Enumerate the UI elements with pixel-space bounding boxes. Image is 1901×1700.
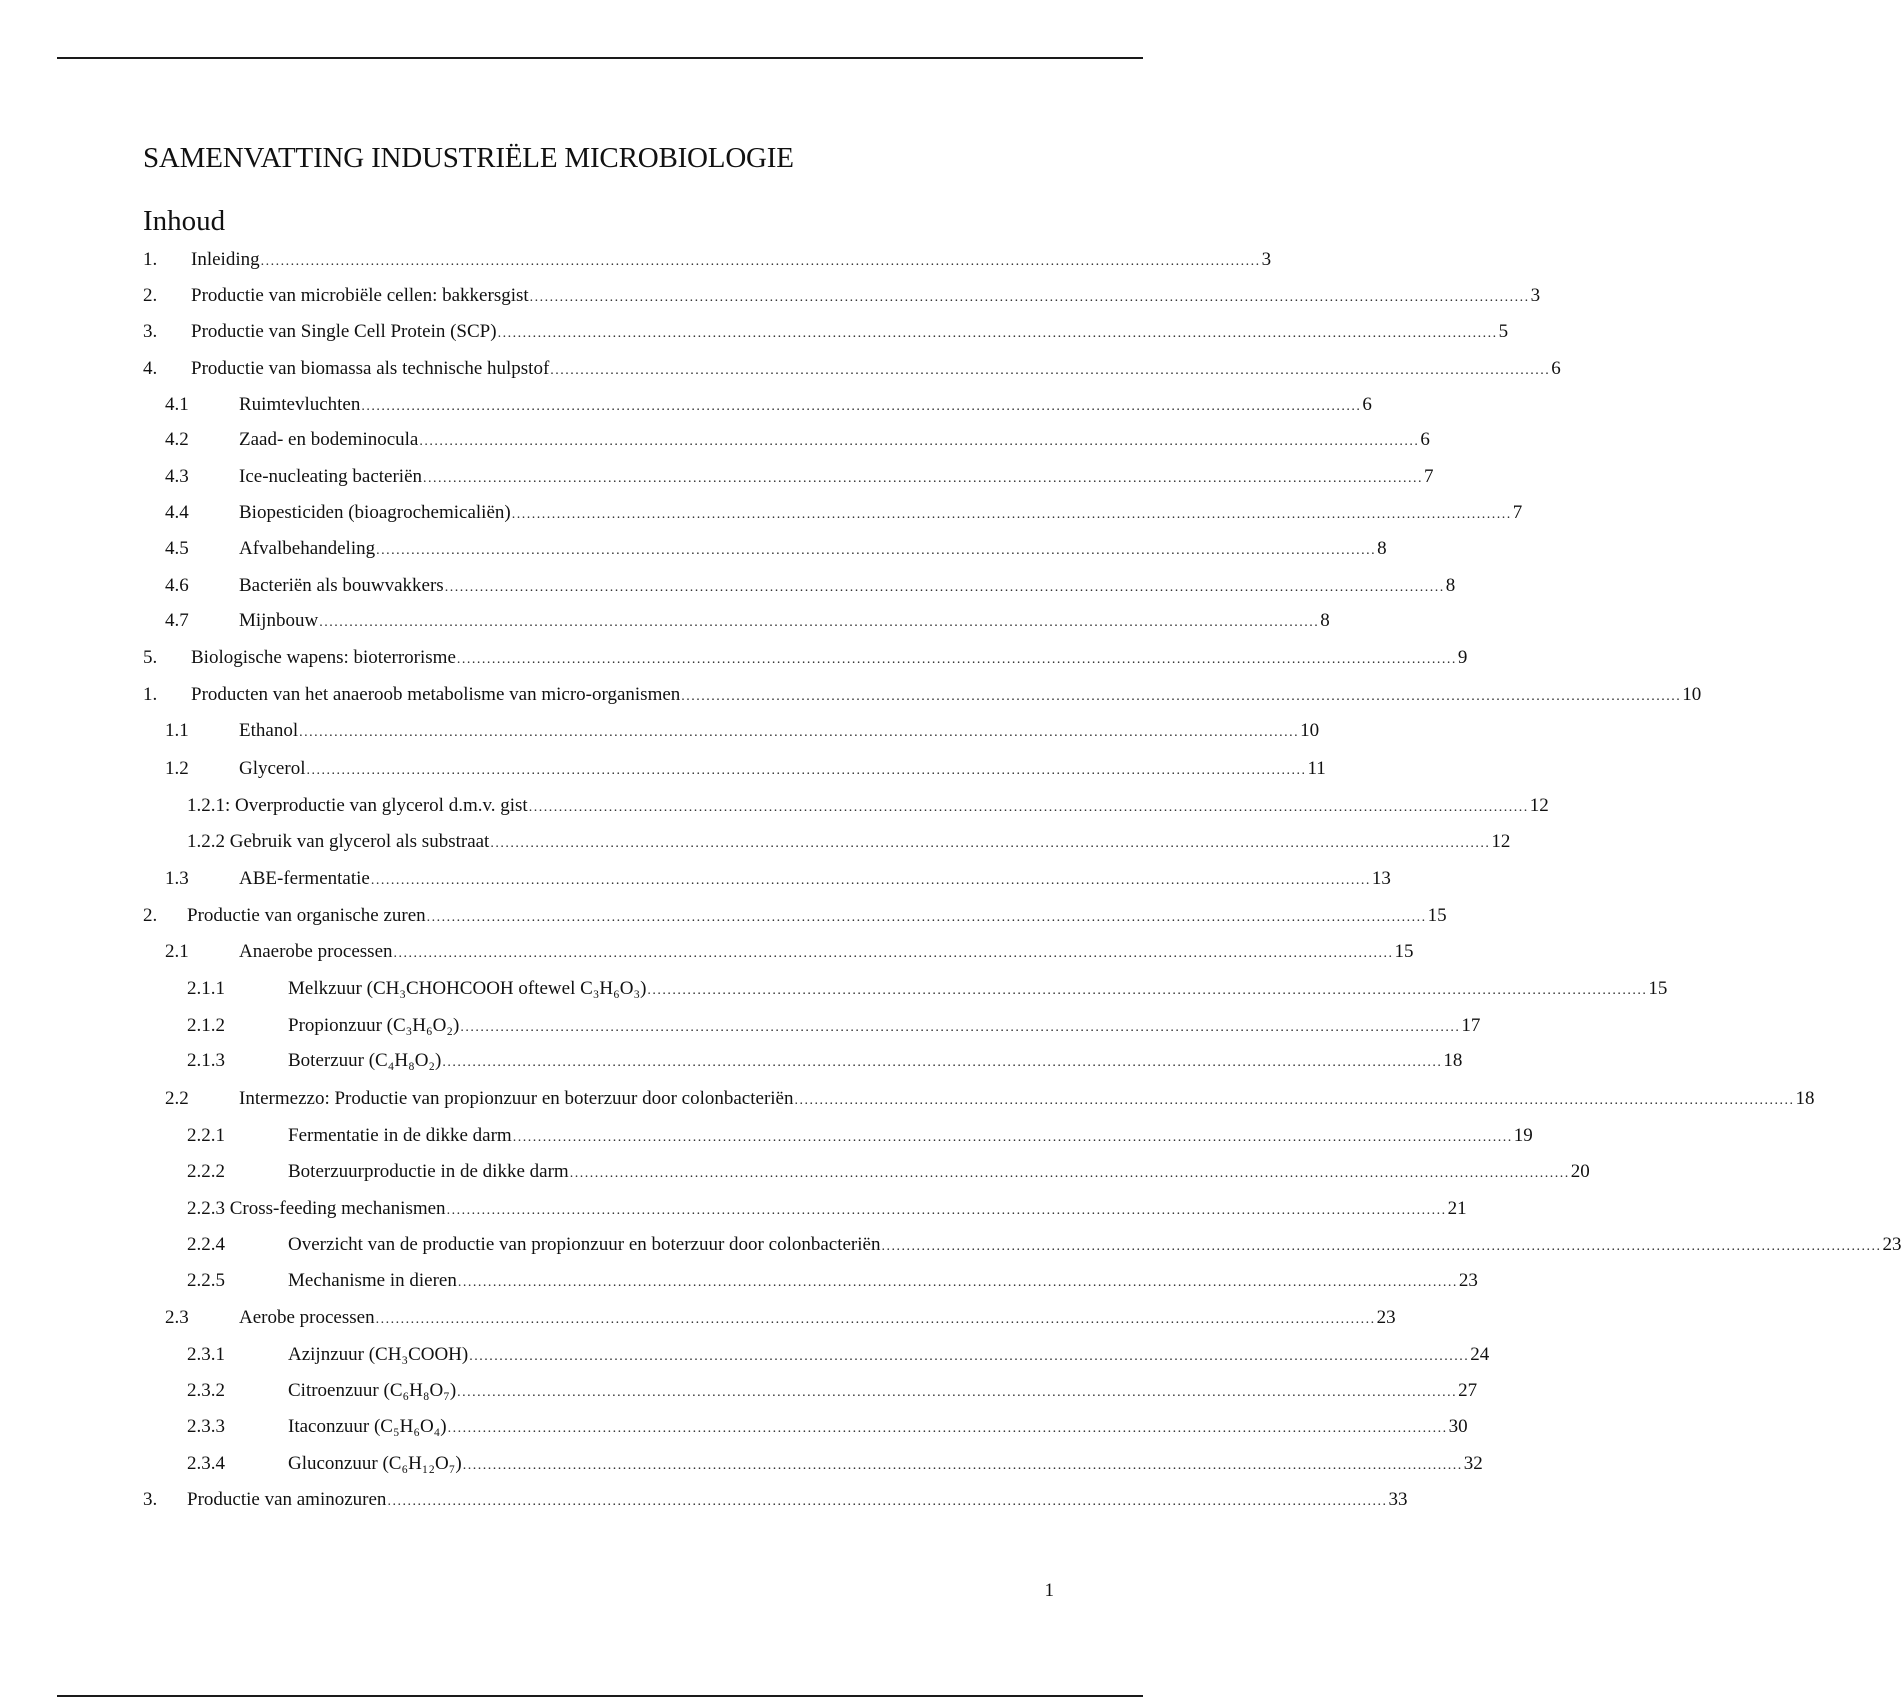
toc-entry-title: 1.2.2 Gebruik van glycerol als substraat <box>187 831 490 852</box>
toc-entry-title: Boterzuurproductie in de dikke darm <box>288 1161 569 1182</box>
toc-entry[interactable] <box>143 284 1541 308</box>
toc-entry-page: 6 <box>1551 358 1561 379</box>
toc-leader-dots: ........................................................................................................................................................................................................ <box>375 1312 1376 1327</box>
toc-entry[interactable] <box>143 977 1668 1001</box>
toc-entry-title: Afvalbehandeling <box>239 538 376 559</box>
toc-entry[interactable] <box>143 683 1702 707</box>
toc-entry-number: 2.1.1 <box>187 978 225 999</box>
toc-entry-number: 4.2 <box>165 429 189 450</box>
toc-entry-number: 2.2 <box>165 1088 189 1109</box>
toc-entry-number: 2. <box>143 285 158 306</box>
toc-leader-dots: ........................................................................................................................................................................................................ <box>442 1055 1443 1070</box>
toc-leader-dots: ........................................................................................................................................................................................................ <box>456 652 1457 667</box>
toc-leader-dots: ........................................................................................................................................................................................................ <box>319 615 1320 630</box>
toc-leader-dots: ........................................................................................................................................................................................................ <box>260 254 1261 269</box>
toc-leader-dots: ........................................................................................................................................................................................................ <box>446 1203 1447 1218</box>
toc-entry-page: 6 <box>1362 394 1372 415</box>
toc-leader-dots: ........................................................................................................................................................................................................ <box>569 1166 1570 1181</box>
toc-entry[interactable] <box>143 501 1523 525</box>
toc-entry-page: 23 <box>1376 1307 1396 1328</box>
toc-entry-page: 15 <box>1648 978 1668 999</box>
toc-entry-title: Gluconzuur (C₆H₁₂O₇) <box>288 1453 462 1474</box>
toc-entry-number: 2.2.5 <box>187 1270 225 1291</box>
toc-entry-title: Propionzuur (C₃H₆O₂) <box>288 1015 460 1036</box>
toc-leader-dots: ........................................................................................................................................................................................................ <box>794 1093 1795 1108</box>
toc-entry-title: Aerobe processen <box>239 1307 375 1328</box>
toc-entry-title: Zaad- en bodeminocula <box>239 429 419 450</box>
toc-entry-title: Ruimtevluchten <box>239 394 361 415</box>
toc-entry-title: Biologische wapens: bioterrorisme <box>191 647 456 668</box>
toc-leader-dots: ........................................................................................................................................................................................................ <box>529 290 1530 305</box>
toc-entry[interactable] <box>143 574 1456 598</box>
toc-entry-number: 4. <box>143 358 158 379</box>
toc-leader-dots: ........................................................................................................................................................................................................ <box>306 763 1307 778</box>
toc-entry-page: 12 <box>1529 795 1549 816</box>
toc-entry[interactable] <box>143 1197 1467 1221</box>
toc-entry[interactable] <box>143 465 1434 489</box>
toc-leader-dots: ........................................................................................................................................................................................................ <box>512 1130 1513 1145</box>
toc-leader-dots: ........................................................................................................................................................................................................ <box>393 946 1394 961</box>
toc-entry-title: Producten van het anaeroob metabolisme van micro-organismen <box>191 684 681 705</box>
toc-leader-dots: ........................................................................................................................................................................................................ <box>647 983 1648 998</box>
toc-entry-number: 2.3.3 <box>187 1416 225 1437</box>
toc-entry-number: 4.5 <box>165 538 189 559</box>
toc-entry-page: 5 <box>1498 321 1509 342</box>
toc-entry[interactable] <box>143 1452 1483 1476</box>
toc-entry-number: 3. <box>143 1489 158 1510</box>
toc-entry-page: 12 <box>1491 831 1511 852</box>
toc-entry-page: 27 <box>1458 1380 1478 1401</box>
toc-entry-title: Intermezzo: Productie van propionzuur en boterzuur door colonbacteriën <box>239 1088 794 1109</box>
toc-entry-page: 24 <box>1470 1344 1490 1365</box>
toc-entry-title: Inleiding <box>191 249 260 270</box>
toc-entry-page: 6 <box>1420 429 1430 450</box>
toc-leader-dots: ........................................................................................................................................................................................................ <box>447 1421 1448 1436</box>
toc-entry-title: Mijnbouw <box>239 610 319 631</box>
document-title: SAMENVATTING INDUSTRIËLE MICROBIOLOGIE <box>143 142 794 174</box>
toc-entry-number: 1.2 <box>165 758 189 779</box>
toc-entry-title: ABE-fermentatie <box>239 868 370 889</box>
toc-entry-page: 10 <box>1300 720 1320 741</box>
toc-entry-page: 15 <box>1427 905 1447 926</box>
toc-entry[interactable] <box>143 393 1372 417</box>
toc-leader-dots: ........................................................................................................................................................................................................ <box>423 471 1424 486</box>
toc-entry-page: 15 <box>1394 941 1414 962</box>
toc-leader-dots: ........................................................................................................................................................................................................ <box>299 725 1300 740</box>
toc-entry-number: 1.1 <box>165 720 189 741</box>
toc-entry-title: Boterzuur (C₄H₈O₂) <box>288 1050 442 1071</box>
toc-entry-number: 2.2.4 <box>187 1234 225 1255</box>
toc-entry[interactable] <box>143 357 1561 381</box>
toc-entry-page: 8 <box>1445 575 1456 596</box>
toc-entry-title: Ice-nucleating bacteriën <box>239 466 423 487</box>
toc-leader-dots: ........................................................................................................................................................................................................ <box>881 1239 1882 1254</box>
toc-leader-dots: ........................................................................................................................................................................................................ <box>361 399 1362 414</box>
toc-entry-title: Biopesticiden (bioagrochemicaliën) <box>239 502 511 523</box>
toc-leader-dots: ........................................................................................................................................................................................................ <box>444 580 1445 595</box>
toc-leader-dots: ........................................................................................................................................................................................................ <box>387 1494 1388 1509</box>
toc-entry-title: Productie van microbiële cellen: bakkersgist <box>191 285 529 306</box>
toc-entry-page: 8 <box>1377 538 1387 559</box>
toc-entry-title: Productie van Single Cell Protein (SCP) <box>191 321 497 342</box>
toc-entry-number: 2.1.2 <box>187 1015 225 1036</box>
toc-entry-title: Glycerol <box>239 758 306 779</box>
toc-leader-dots: ........................................................................................................................................................................................................ <box>681 689 1682 704</box>
toc-entry-number: 4.3 <box>165 466 189 487</box>
toc-entry[interactable] <box>143 428 1430 452</box>
toc-entry[interactable] <box>143 1233 1901 1257</box>
toc-entry-title: Productie van biomassa als technische hulpstof <box>191 358 550 379</box>
toc-entry-title: 2.2.3 Cross-feeding mechanismen <box>187 1198 446 1219</box>
toc-entry-page: 23 <box>1882 1234 1901 1255</box>
toc-entry-number: 2.3.2 <box>187 1380 225 1401</box>
toc-entry[interactable] <box>143 248 1272 272</box>
toc-entry[interactable] <box>143 1014 1481 1038</box>
toc-heading: Inhoud <box>143 205 226 237</box>
toc-entry-page: 30 <box>1448 1416 1468 1437</box>
toc-leader-dots: ........................................................................................................................................................................................................ <box>550 363 1551 378</box>
toc-entry-page: 3 <box>1530 285 1541 306</box>
toc-entry-page: 10 <box>1682 684 1702 705</box>
toc-entry-title: Ethanol <box>239 720 299 741</box>
toc-entry-page: 33 <box>1388 1489 1408 1510</box>
toc-entry[interactable] <box>143 867 1391 891</box>
toc-entry-page: 8 <box>1320 610 1330 631</box>
toc-entry[interactable] <box>143 320 1509 344</box>
toc-entry-number: 2.3.1 <box>187 1344 225 1365</box>
toc-entry[interactable] <box>143 1343 1490 1367</box>
toc-entry-title: 1.2.1: Overproductie van glycerol d.m.v. gist <box>187 795 528 816</box>
toc-entry[interactable] <box>143 1049 1463 1073</box>
toc-leader-dots: ........................................................................................................................................................................................................ <box>376 543 1377 558</box>
toc-leader-dots: ........................................................................................................................................................................................................ <box>528 800 1529 815</box>
toc-entry[interactable] <box>143 794 1549 818</box>
toc-entry-title: Mechanisme in dieren <box>288 1270 457 1291</box>
toc-entry-page: 21 <box>1447 1198 1467 1219</box>
toc-entry-title: Itaconzuur (C₅H₆O₄) <box>288 1416 447 1437</box>
toc-leader-dots: ........................................................................................................................................................................................................ <box>497 326 1498 341</box>
toc-leader-dots: ........................................................................................................................................................................................................ <box>490 836 1491 851</box>
toc-entry[interactable] <box>143 609 1330 633</box>
toc-entry-page: 13 <box>1371 868 1391 889</box>
toc-leader-dots: ........................................................................................................................................................................................................ <box>426 910 1427 925</box>
toc-entry[interactable] <box>143 1087 1815 1111</box>
toc-entry-title: Overzicht van de productie van propionzuur en boterzuur door colonbacteriën <box>288 1234 881 1255</box>
toc-entry-page: 11 <box>1307 758 1326 779</box>
toc-entry[interactable] <box>143 1379 1478 1403</box>
toc-entry-title: Melkzuur (CH₃CHOHCOOH oftewel C₃H₆O₃) <box>288 978 647 999</box>
toc-entry-number: 4.1 <box>165 394 189 415</box>
toc-entry-page: 19 <box>1513 1125 1533 1146</box>
toc-entry-page: 17 <box>1461 1015 1481 1036</box>
toc-entry-number: 5. <box>143 647 158 668</box>
toc-entry[interactable] <box>143 1415 1468 1439</box>
toc-entry-page: 7 <box>1424 466 1434 487</box>
toc-entry-title: Fermentatie in de dikke darm <box>288 1125 512 1146</box>
toc-entry[interactable] <box>143 1488 1408 1512</box>
toc-entry[interactable] <box>143 830 1511 854</box>
toc-entry-title: Citroenzuur (C₆H₈O₇) <box>288 1380 457 1401</box>
toc-leader-dots: ........................................................................................................................................................................................................ <box>462 1458 1463 1473</box>
toc-entry-page: 23 <box>1458 1270 1478 1291</box>
toc-entry-title: Anaerobe processen <box>239 941 393 962</box>
toc-entry[interactable] <box>143 1124 1533 1148</box>
toc-entry-number: 4.4 <box>165 502 189 523</box>
toc-entry-page: 3 <box>1261 249 1272 270</box>
toc-entry-page: 9 <box>1457 647 1468 668</box>
toc-entry[interactable] <box>143 940 1414 964</box>
toc-entry[interactable] <box>143 1160 1590 1184</box>
toc-entry-page: 7 <box>1512 502 1523 523</box>
toc-entry-number: 4.6 <box>165 575 189 596</box>
toc-leader-dots: ........................................................................................................................................................................................................ <box>370 873 1371 888</box>
toc-entry-page: 32 <box>1463 1453 1483 1474</box>
footer-rule <box>57 1695 1143 1697</box>
toc-entry-number: 2.1.3 <box>187 1050 225 1071</box>
toc-entry-number: 4.7 <box>165 610 189 631</box>
toc-entry-title: Azijnzuur (CH₃COOH) <box>288 1344 469 1365</box>
toc-entry[interactable] <box>143 646 1468 670</box>
toc-entry-number: 2.2.2 <box>187 1161 225 1182</box>
toc-leader-dots: ........................................................................................................................................................................................................ <box>460 1020 1461 1035</box>
toc-leader-dots: ........................................................................................................................................................................................................ <box>457 1385 1458 1400</box>
toc-entry-title: Productie van aminozuren <box>187 1489 387 1510</box>
toc-entry-page: 18 <box>1443 1050 1463 1071</box>
toc-entry-number: 2. <box>143 905 158 926</box>
toc-entry-page: 18 <box>1795 1088 1815 1109</box>
toc-entry-number: 1. <box>143 684 158 705</box>
toc-entry-number: 2.3 <box>165 1307 189 1328</box>
toc-entry-page: 20 <box>1570 1161 1590 1182</box>
toc-leader-dots: ........................................................................................................................................................................................................ <box>457 1275 1458 1290</box>
toc-entry[interactable] <box>143 537 1387 561</box>
toc-entry-number: 1.3 <box>165 868 189 889</box>
toc-entry-number: 2.3.4 <box>187 1453 225 1474</box>
toc-entry-number: 3. <box>143 321 158 342</box>
toc-entry[interactable] <box>143 757 1326 781</box>
toc-entry-number: 1. <box>143 249 158 270</box>
toc-entry[interactable] <box>143 719 1320 743</box>
toc-entry-title: Bacteriën als bouwvakkers <box>239 575 444 596</box>
toc-entry-number: 2.1 <box>165 941 189 962</box>
toc-entry[interactable] <box>143 1269 1478 1293</box>
toc-entry-number: 2.2.1 <box>187 1125 225 1146</box>
toc-entry-title: Productie van organische zuren <box>187 905 426 926</box>
toc-entry[interactable] <box>143 1306 1396 1330</box>
toc-entry[interactable] <box>143 904 1447 928</box>
toc-leader-dots: ........................................................................................................................................................................................................ <box>469 1349 1470 1364</box>
toc-leader-dots: ........................................................................................................................................................................................................ <box>419 434 1420 449</box>
toc-leader-dots: ........................................................................................................................................................................................................ <box>511 507 1512 522</box>
page-number: 1 <box>1044 1580 1054 1601</box>
